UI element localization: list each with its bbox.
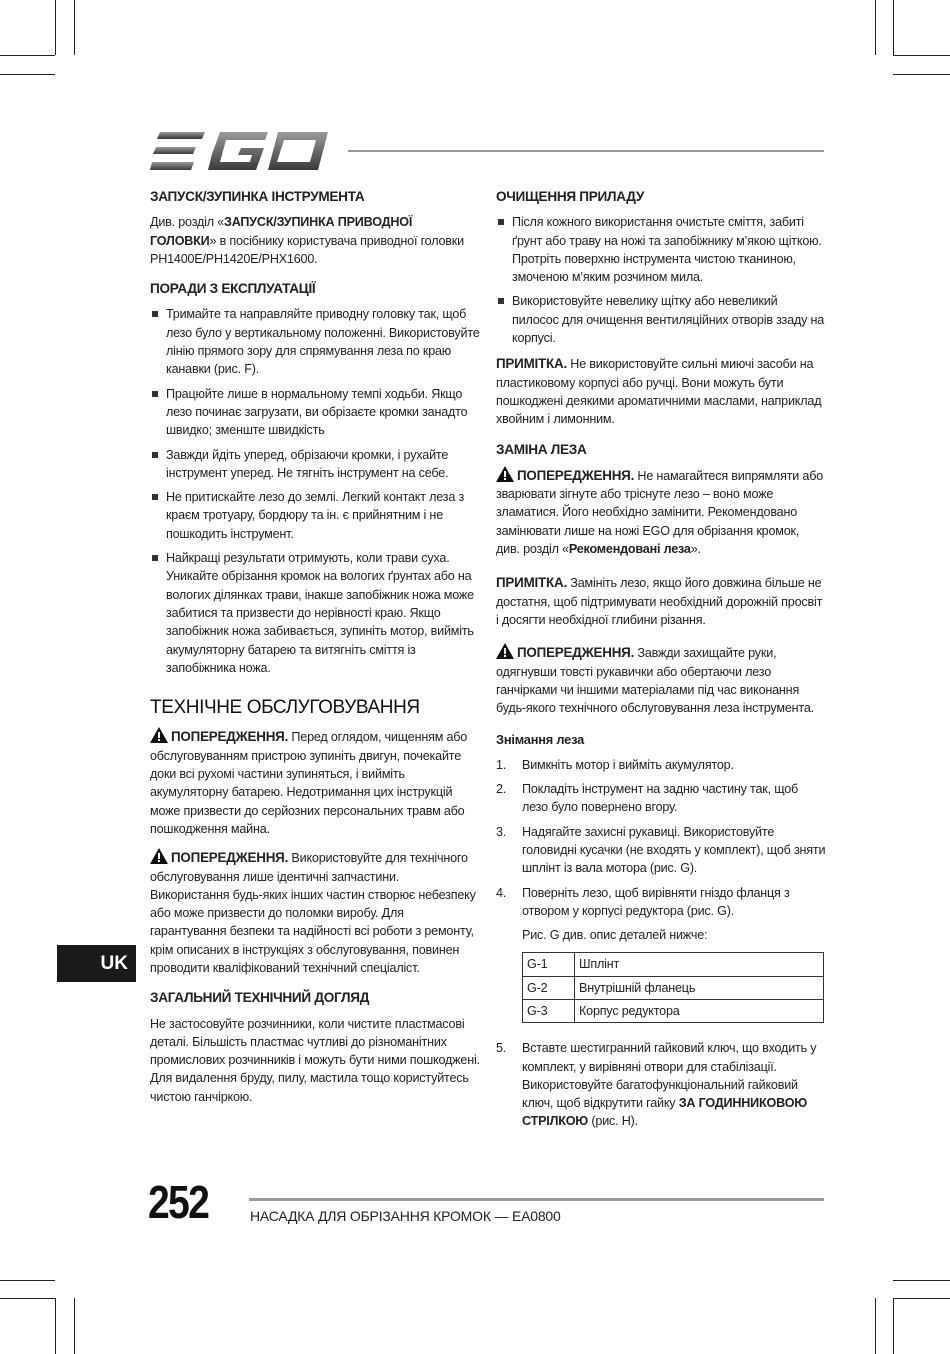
note-block: ПРИМІТКА. Замініть лезо, якщо його довжина більше не достатня, щоб підтримувати необхідний дорожній просвіт і досягти необхідної глибини різання.: [496, 575, 823, 627]
tips-list: [150, 305, 480, 677]
crop-mark: [55, 0, 56, 55]
note-block: ПРИМІТКА. Не використовуйте сильні миючі засоби на пластиковому корпусі або ручці. Вони можуть бути пошкоджені деякими ароматичними маслами, наприклад хвойним і лимонним.: [496, 356, 822, 427]
warning-icon: [496, 643, 514, 659]
start-stop-heading: ЗАПУСК/ЗУПИНКА ІНСТРУМЕНТА: [150, 189, 365, 204]
crop-mark: [74, 1298, 75, 1354]
crop-mark: [875, 1298, 876, 1354]
figure-caption: Рис. G див. опис деталей нижче:: [522, 928, 708, 943]
crop-mark: [0, 74, 55, 75]
table-row: [523, 953, 824, 976]
part-name: Корпус редуктора: [575, 999, 824, 1022]
part-code: G-3: [523, 999, 575, 1022]
crop-mark: [893, 55, 950, 56]
crop-mark: [893, 74, 950, 75]
list-item: 5. Вставте шестигранний гайковий ключ, що входить у комплект, у вирівняні отвори для стабілізації. Використовуйте багатофункціональний гайковий ключ, щоб відкрутити гайку ЗА ГОДИННИКОВОЮ СТРІЛКОЮ (рис. H).: [496, 1041, 817, 1129]
cleaning-heading: ОЧИЩЕННЯ ПРИЛАДУ: [496, 189, 644, 204]
warning-block: ПОПЕРЕДЖЕННЯ. Не намагайтеся випрямляти або зварювати зігнуте або тріснуте лезо – воно може зламатися. Його необхідно замінити. Рекомендовано замінювати лише на ножі EGO для обрізання кромок, див. розділ «Рекомендовані леза».: [496, 467, 824, 557]
ego-logo: [150, 130, 330, 172]
blade-replacement-heading: ЗАМІНА ЛЕЗА: [496, 441, 587, 457]
table-row: [523, 999, 824, 1022]
crop-mark: [0, 1280, 55, 1281]
parts-table: [522, 952, 824, 1023]
part-name: Внутрішній фланець: [575, 976, 824, 999]
language-tab: UK: [57, 945, 136, 982]
crop-mark: [55, 1298, 56, 1354]
crop-mark: [893, 1298, 894, 1354]
left-column: [150, 188, 480, 1106]
maintenance-heading: ТЕХНІЧНЕ ОБСЛУГОВУВАННЯ: [150, 697, 420, 719]
part-name: Шплінт: [575, 953, 824, 976]
warning-icon: [150, 848, 168, 864]
tips-heading: ПОРАДИ З ЕКСПЛУАТАЦІЇ: [150, 281, 316, 297]
warning-block: ПОПЕРЕДЖЕННЯ. Завжди захищайте руки, одягнувши товсті рукавички або обертаючи лезо ганчірками чи іншими матеріалами під час виконання будь-якого технічного обслуговування леза інструмента.: [496, 645, 814, 716]
warning-block: ПОПЕРЕДЖЕННЯ. Використовуйте для технічного обслуговування лише ідентичні запчастини. Використання будь-яких інших частин створює небезпеку або може призвести до поломки виробу. Для гарантування безпеки та надійності всі роботи з ремонту, крім описаних в інструкціях з обслуговування, повинен проводити кваліфікований технічний спеціаліст.: [150, 850, 476, 975]
crop-mark: [0, 55, 55, 56]
footer-title: НАСАДКА ДЛЯ ОБРІЗАННЯ КРОМОК — EA0800: [250, 1208, 561, 1224]
start-stop-text: Див. розділ «ЗАПУСК/ЗУПИНКА ПРИВОДНОЇ ГОЛОВКИ» в посібнику користувача приводної головки PH1400E/PH1420E/PHX1600.: [150, 215, 464, 266]
general-care-heading: ЗАГАЛЬНИЙ ТЕХНІЧНИЙ ДОГЛЯД: [150, 990, 370, 1006]
right-column: [496, 188, 826, 1137]
list-item: 1. Вимкніть мотор і вийміть акумулятор.: [496, 757, 734, 772]
removal-steps-continued: [496, 1039, 826, 1130]
crop-mark: [893, 1298, 950, 1299]
crop-mark: [893, 1280, 950, 1281]
removal-steps: [496, 756, 826, 920]
crop-mark: [893, 0, 894, 55]
list-item: Найкращі результати отримують, коли трави суха. Уникайте обрізання кромок на вологих ґрунтах або на вологих ділянках трави, інакше запобіжник ножа може забитися та призвести до нерівності краю. Якщо запобіжник ножа забивається, зупиніть мотор, вийміть акумуляторну батарею та витягніть сміття із запобіжника ножа.: [150, 549, 480, 677]
list-item: Використовуйте невелику щітку або невеликий пилосос для очищення вентиляційних отворів ззаду на корпусі.: [496, 292, 826, 347]
list-item: Завжди йдіть уперед, обрізаючи кромки, і рухайте інструмент уперед. Не тягніть інструмент на себе.: [150, 446, 480, 483]
footer-rule: [249, 1198, 824, 1201]
general-care-text: Не застосовуйте розчинники, коли чистите пластмасові деталі. Більшість пластмас чутливі до різноманітних промислових розчинників і можуть бути ними пошкоджені. Для видалення бруду, пилу, мастила тощо користуйтесь чистою ганчіркою.: [150, 1016, 480, 1104]
list-item: Не притискайте лезо до землі. Легкий контакт леза з краєм тротуару, бордюру та ін. є прийнятним і не пошкодить інструмент.: [150, 488, 480, 543]
crop-mark: [0, 1298, 55, 1299]
header-rule: [348, 150, 824, 152]
list-item: Працюйте лише в нормальному темпі ходьби. Якщо лезо починає загрузати, ви обрізаєте кромки занадто швидко; зменште швидкість: [150, 385, 480, 440]
list-item: Після кожного використання очистьте сміття, забиті ґрунт або траву на ножі та запобіжнику м’якою щіткою. Протріть поверхню інструмента чистою тканиною, змоченою м’яким розчином мила.: [496, 213, 826, 286]
list-item: 2. Покладіть інструмент на задню частину так, щоб лезо було повернено вгору.: [496, 782, 799, 815]
crop-mark: [875, 0, 876, 55]
list-item: 4. Поверніть лезо, щоб вирівняти гніздо фланця з отвором у корпусі редуктора (рис. G).: [496, 885, 790, 918]
warning-icon: [496, 466, 514, 482]
blade-removal-heading: Знімання леза: [496, 732, 584, 748]
warning-icon: [150, 727, 168, 743]
table-row: [523, 976, 824, 999]
part-code: G-1: [523, 953, 575, 976]
list-item: Тримайте та направляйте приводну головку так, щоб лезо було у вертикальному положенні. Використовуйте лінію прямого зору для спрямування леза по краю канавки (рис. F).: [150, 305, 480, 378]
part-code: G-2: [523, 976, 575, 999]
warning-block: ПОПЕРЕДЖЕННЯ. Перед оглядом, чищенням або обслуговуванням пристрою зупиніть двигун, почекайте доки всі рухомі частини зупиняться, і вийміть акумуляторну батарею. Недотримання цих інструкцій може призвести до серйозних персональних травм або пошкодження майна.: [150, 729, 468, 836]
crop-mark: [74, 0, 75, 55]
page-number: 252: [148, 1176, 209, 1228]
cleaning-list: [496, 213, 826, 347]
list-item: 3. Надягайте захисні рукавиці. Використовуйте головидні кусачки (не входять у комплект), щоб зняти шплінт із вала мотора (рис. G).: [496, 824, 826, 876]
